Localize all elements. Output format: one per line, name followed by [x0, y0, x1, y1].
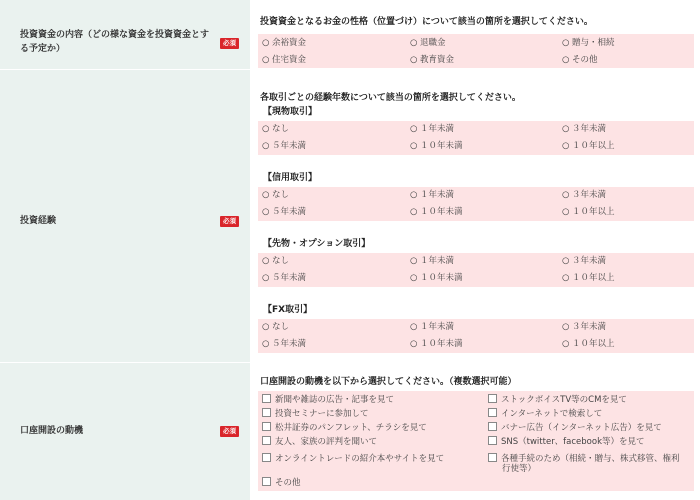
- row-divider: [0, 69, 250, 70]
- group-title-spot: 【現物取引】: [263, 107, 318, 117]
- radio-button[interactable]: ○: [410, 322, 418, 332]
- experience-option[interactable]: ○ １０年未満: [410, 207, 463, 217]
- radio-button[interactable]: ○: [410, 141, 418, 151]
- experience-option[interactable]: ○ １０年未満: [410, 273, 463, 283]
- radio-button[interactable]: ○: [262, 256, 270, 266]
- experience-option[interactable]: ○ なし: [262, 256, 290, 266]
- radio-button[interactable]: ○: [562, 55, 570, 65]
- motive-question: 口座開設の動機を以下から選択してください。（複数選択可能）: [260, 377, 517, 387]
- radio-button[interactable]: ○: [562, 141, 570, 151]
- experience-option[interactable]: ○ １０年以上: [562, 141, 615, 151]
- checkbox[interactable]: [488, 394, 497, 403]
- group-options-bg: [258, 253, 694, 287]
- motive-checkbox[interactable]: その他: [262, 477, 301, 489]
- experience-option[interactable]: ○ １０年以上: [562, 273, 615, 283]
- experience-option[interactable]: ○ １年未満: [410, 256, 455, 266]
- experience-option[interactable]: ○ ３年未満: [562, 190, 607, 200]
- radio-button[interactable]: ○: [262, 124, 270, 134]
- group-title-futures: 【先物・オプション取引】: [263, 239, 371, 249]
- motive-checkbox[interactable]: SNS（twitter、facebook等）を見て: [488, 436, 645, 448]
- checkbox[interactable]: [262, 477, 271, 486]
- checkbox[interactable]: [262, 408, 271, 417]
- radio-button[interactable]: ○: [262, 322, 270, 332]
- motive-checkbox[interactable]: 松井証券のパンフレット、チラシを見て: [262, 422, 427, 434]
- experience-option[interactable]: ○ １０年以上: [562, 339, 615, 349]
- row-divider: [0, 362, 250, 363]
- purpose-option[interactable]: ○ 贈与・相続: [562, 38, 615, 48]
- radio-button[interactable]: ○: [262, 273, 270, 283]
- radio-button[interactable]: ○: [410, 124, 418, 134]
- motive-checkbox-continuation: 行使等）: [502, 464, 537, 474]
- radio-button[interactable]: ○: [562, 207, 570, 217]
- experience-option[interactable]: ○ ５年未満: [262, 207, 307, 217]
- experience-option[interactable]: ○ ３年未満: [562, 322, 607, 332]
- checkbox[interactable]: [262, 436, 271, 445]
- purpose-label-line1: 投資資金の内容（どの様な資金を投資資金とす: [20, 30, 210, 40]
- group-options-bg: [258, 187, 694, 221]
- experience-option[interactable]: ○ １０年未満: [410, 141, 463, 151]
- radio-button[interactable]: ○: [410, 38, 418, 48]
- required-badge: 必須: [220, 216, 239, 227]
- radio-button[interactable]: ○: [562, 322, 570, 332]
- purpose-options: [258, 34, 694, 68]
- checkbox[interactable]: [488, 408, 497, 417]
- radio-button[interactable]: ○: [410, 273, 418, 283]
- experience-option[interactable]: ○ １年未満: [410, 190, 455, 200]
- motive-checkbox[interactable]: ストックボイスTV等のCMを見て: [488, 394, 627, 406]
- checkbox[interactable]: [488, 453, 497, 462]
- experience-option[interactable]: ○ ５年未満: [262, 273, 307, 283]
- purpose-option[interactable]: ○ 余裕資金: [262, 38, 307, 48]
- checkbox[interactable]: [262, 394, 271, 403]
- group-title-margin: 【信用取引】: [263, 173, 318, 183]
- purpose-option[interactable]: ○ 退職金: [410, 38, 446, 48]
- radio-button[interactable]: ○: [562, 124, 570, 134]
- experience-option[interactable]: ○ ５年未満: [262, 339, 307, 349]
- purpose-label: [20, 28, 209, 56]
- experience-option[interactable]: ○ ５年未満: [262, 141, 307, 151]
- radio-button[interactable]: ○: [262, 38, 270, 48]
- checkbox[interactable]: [488, 422, 497, 431]
- experience-option[interactable]: ○ １年未満: [410, 322, 455, 332]
- experience-option[interactable]: ○ なし: [262, 190, 290, 200]
- experience-option[interactable]: ○ ３年未満: [562, 124, 607, 134]
- radio-button[interactable]: ○: [410, 256, 418, 266]
- radio-button[interactable]: ○: [410, 207, 418, 217]
- experience-option[interactable]: ○ １年未満: [410, 124, 455, 134]
- checkbox[interactable]: [488, 436, 497, 445]
- motive-checkbox[interactable]: インターネットで検索して: [488, 408, 602, 420]
- checkbox[interactable]: [262, 453, 271, 462]
- motive-checkbox[interactable]: 友人、家族の評判を聞いて: [262, 436, 377, 448]
- purpose-option[interactable]: ○ 住宅資金: [262, 55, 307, 65]
- motive-checkbox[interactable]: 新聞や雑誌の広告・記事を見て: [262, 394, 394, 406]
- required-badge: 必須: [220, 38, 239, 49]
- radio-button[interactable]: ○: [562, 256, 570, 266]
- experience-option[interactable]: ○ なし: [262, 124, 290, 134]
- experience-option[interactable]: ○ ３年未満: [562, 256, 607, 266]
- purpose-option[interactable]: ○ 教育資金: [410, 55, 455, 65]
- radio-button[interactable]: ○: [562, 38, 570, 48]
- radio-button[interactable]: ○: [562, 339, 570, 349]
- checkbox[interactable]: [262, 422, 271, 431]
- purpose-label-line2: る予定か）: [20, 44, 66, 54]
- radio-button[interactable]: ○: [262, 141, 270, 151]
- radio-button[interactable]: ○: [262, 55, 270, 65]
- radio-button[interactable]: ○: [410, 55, 418, 65]
- radio-button[interactable]: ○: [262, 207, 270, 217]
- group-options-bg: [258, 319, 694, 353]
- radio-button[interactable]: ○: [562, 190, 570, 200]
- motive-label: 口座開設の動機: [20, 426, 84, 436]
- experience-option[interactable]: ○ １０年未満: [410, 339, 463, 349]
- experience-label: 投資経験: [20, 216, 57, 226]
- radio-button[interactable]: ○: [410, 339, 418, 349]
- required-badge: 必須: [220, 426, 239, 437]
- purpose-question: 投資資金となるお金の性格（位置づけ）について該当の箇所を選択してください。: [260, 17, 593, 27]
- motive-checkbox[interactable]: オンライントレードの紹介本やサイトを見て: [262, 453, 444, 465]
- radio-button[interactable]: ○: [262, 190, 270, 200]
- radio-button[interactable]: ○: [562, 273, 570, 283]
- radio-button[interactable]: ○: [262, 339, 270, 349]
- experience-option[interactable]: ○ なし: [262, 322, 290, 332]
- motive-checkbox[interactable]: バナー広告（インターネット広告）を見て: [488, 422, 662, 434]
- radio-button[interactable]: ○: [410, 190, 418, 200]
- experience-question: 各取引ごとの経験年数について該当の箇所を選択してください。: [260, 93, 521, 103]
- group-options-bg: [258, 121, 694, 155]
- purpose-option[interactable]: ○ その他: [562, 55, 598, 65]
- motive-checkbox[interactable]: 投資セミナーに参加して: [262, 408, 369, 420]
- motive-checkbox[interactable]: 各種手続のため（相続・贈与、株式移管、権利: [488, 453, 680, 465]
- experience-option[interactable]: ○ １０年以上: [562, 207, 615, 217]
- group-title-fx: 【FX取引】: [263, 305, 313, 315]
